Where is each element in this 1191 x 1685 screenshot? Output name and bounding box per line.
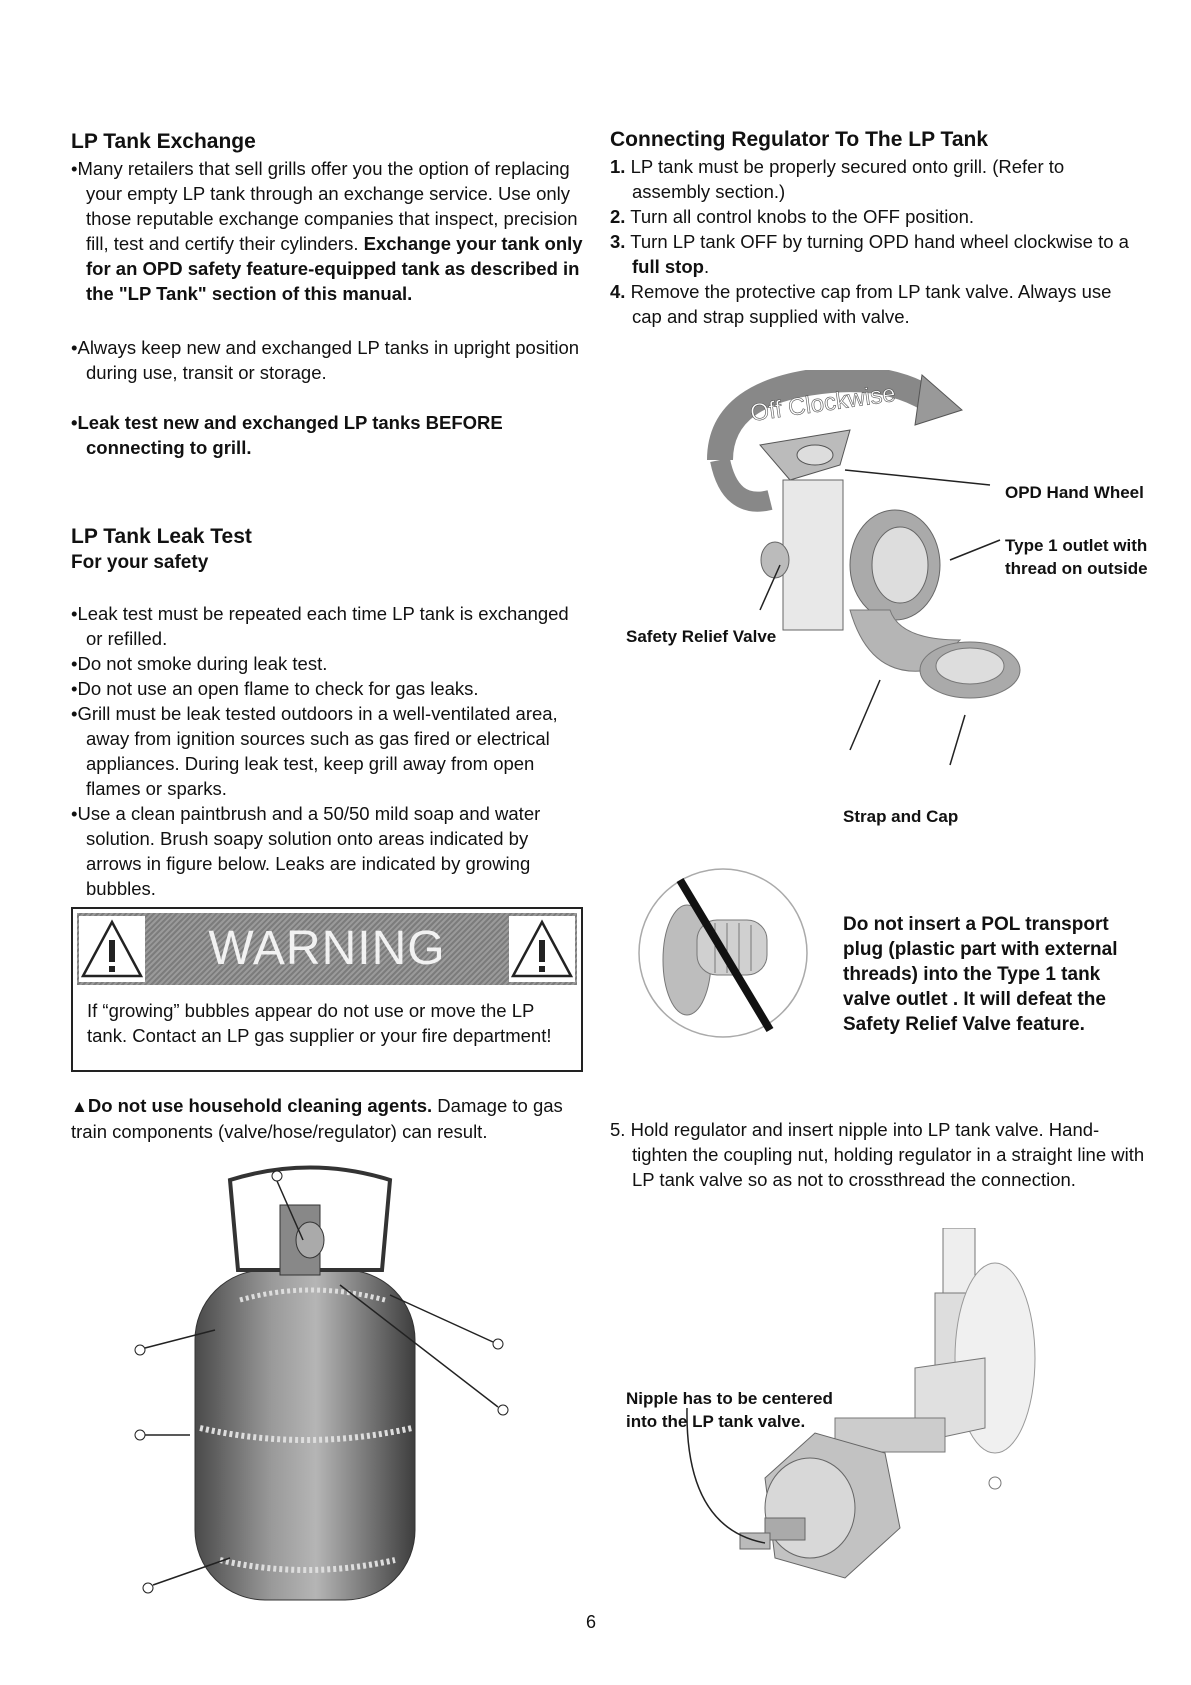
exchange-paragraph-3: •Leak test new and exchanged LP tanks BEFORE connecting to grill. bbox=[71, 412, 503, 458]
connecting-steps bbox=[610, 154, 1130, 329]
step-number: 3. bbox=[610, 231, 626, 252]
nipple-label-line2: into the LP tank valve. bbox=[626, 1412, 806, 1431]
exchange-p1-text: •Many retailers that sell grills offer you the option of replacing your empty LP tank through an exchange service. Use only those reputable exchange companies that inspect, precision fill, test and certify their cylinders. bbox=[71, 158, 578, 254]
cleaning-bold: Do not use household cleaning agents. bbox=[87, 1095, 433, 1116]
no-symbol-icon bbox=[635, 865, 815, 1045]
step-number: 4. bbox=[610, 281, 626, 302]
step-1 bbox=[610, 154, 1130, 204]
step-text: Turn all control knobs to the OFF position. bbox=[630, 206, 975, 227]
step-3 bbox=[610, 229, 1130, 279]
step-number: 2. bbox=[610, 206, 626, 227]
exchange-paragraph-1 bbox=[71, 156, 586, 306]
safety-relief-valve-label: Safety Relief Valve bbox=[626, 627, 777, 646]
step-4 bbox=[610, 279, 1130, 329]
warning-banner bbox=[77, 913, 577, 985]
leak-bullet: •Do not smoke during leak test. bbox=[71, 653, 328, 674]
step-text: LP tank must be properly secured onto grill. (Refer to assembly section.) bbox=[630, 156, 1065, 202]
section-title-connecting: Connecting Regulator To The LP Tank bbox=[610, 128, 989, 151]
step-text: Hold regulator and insert nipple into LP tank valve. Hand-tighten the coupling nut, holding regulator in a straight line with LP tank valve so as not to crossthread the connection. bbox=[630, 1119, 1145, 1190]
opd-hand-wheel-label: OPD Hand Wheel bbox=[1005, 483, 1144, 502]
leak-subtitle: For your safety bbox=[71, 552, 209, 573]
pol-warning-text: Do not insert a POL transport plug (plastic part with external threads) into the Type 1 tank valve outlet . It will defeat the Safety Relief Valve feature. bbox=[843, 914, 1118, 1035]
warning-word: WARNING bbox=[208, 922, 446, 975]
nipple-label-line1: Nipple has to be centered bbox=[626, 1389, 833, 1408]
step-tail: . bbox=[703, 256, 710, 277]
warning-triangle-icon bbox=[509, 916, 575, 982]
section-title-leak-test: LP Tank Leak Test bbox=[71, 525, 252, 548]
step-number: 5. bbox=[610, 1119, 626, 1140]
outlet-label-line2: thread on outside bbox=[1005, 559, 1148, 578]
step-2 bbox=[610, 204, 1130, 229]
cleaning-warning bbox=[71, 1093, 581, 1144]
exchange-p1-bold: Exchange your tank only for an OPD safety feature-equipped tank as described in the "LP Tank" section of this manual. bbox=[86, 233, 583, 304]
outlet-label-line1: Type 1 outlet with bbox=[1005, 536, 1148, 555]
leak-bullet: •Use a clean paintbrush and a 50/50 mild soap and water solution. Brush soapy solution onto areas indicated by arrows in figure below. Leaks are indicated by growing bubbles. bbox=[71, 803, 541, 899]
step-bold: full stop bbox=[632, 256, 704, 277]
leak-bullet: •Leak test must be repeated each time LP tank is exchanged or refilled. bbox=[71, 603, 569, 649]
step-text: Remove the protective cap from LP tank valve. Always use cap and strap supplied with valve. bbox=[630, 281, 1112, 327]
warning-box bbox=[71, 907, 583, 1072]
warning-small-triangle-icon: ▲ bbox=[71, 1097, 88, 1116]
lp-tank-illustration bbox=[120, 1160, 520, 1610]
valve-illustration bbox=[700, 370, 1040, 800]
exchange-paragraph-2: •Always keep new and exchanged LP tanks in upright position during use, transit or storage. bbox=[71, 337, 580, 383]
warning-text: If “growing” bubbles appear do not use or move the LP tank. Contact an LP gas supplier or your fire department! bbox=[87, 1000, 552, 1046]
step-number: 1. bbox=[610, 156, 626, 177]
leak-bullet: •Do not use an open flame to check for gas leaks. bbox=[71, 678, 479, 699]
cleaning-text: Damage to gas train components (valve/hose/regulator) can result. bbox=[71, 1095, 563, 1142]
step-5 bbox=[610, 1117, 1152, 1192]
off-clockwise-text: Off Clockwise bbox=[748, 379, 898, 428]
step-text: Turn LP tank OFF by turning OPD hand wheel clockwise to a bbox=[630, 231, 1129, 252]
section-title-exchange: LP Tank Exchange bbox=[71, 130, 256, 153]
leak-bullet: •Grill must be leak tested outdoors in a well-ventilated area, away from ignition sources such as gas fired or electrical appliances. During leak test, keep grill away from open flames or sparks. bbox=[71, 703, 558, 799]
page-number: 6 bbox=[586, 1612, 597, 1632]
strap-and-cap-label: Strap and Cap bbox=[843, 807, 959, 826]
leak-bullet-list bbox=[71, 601, 581, 901]
